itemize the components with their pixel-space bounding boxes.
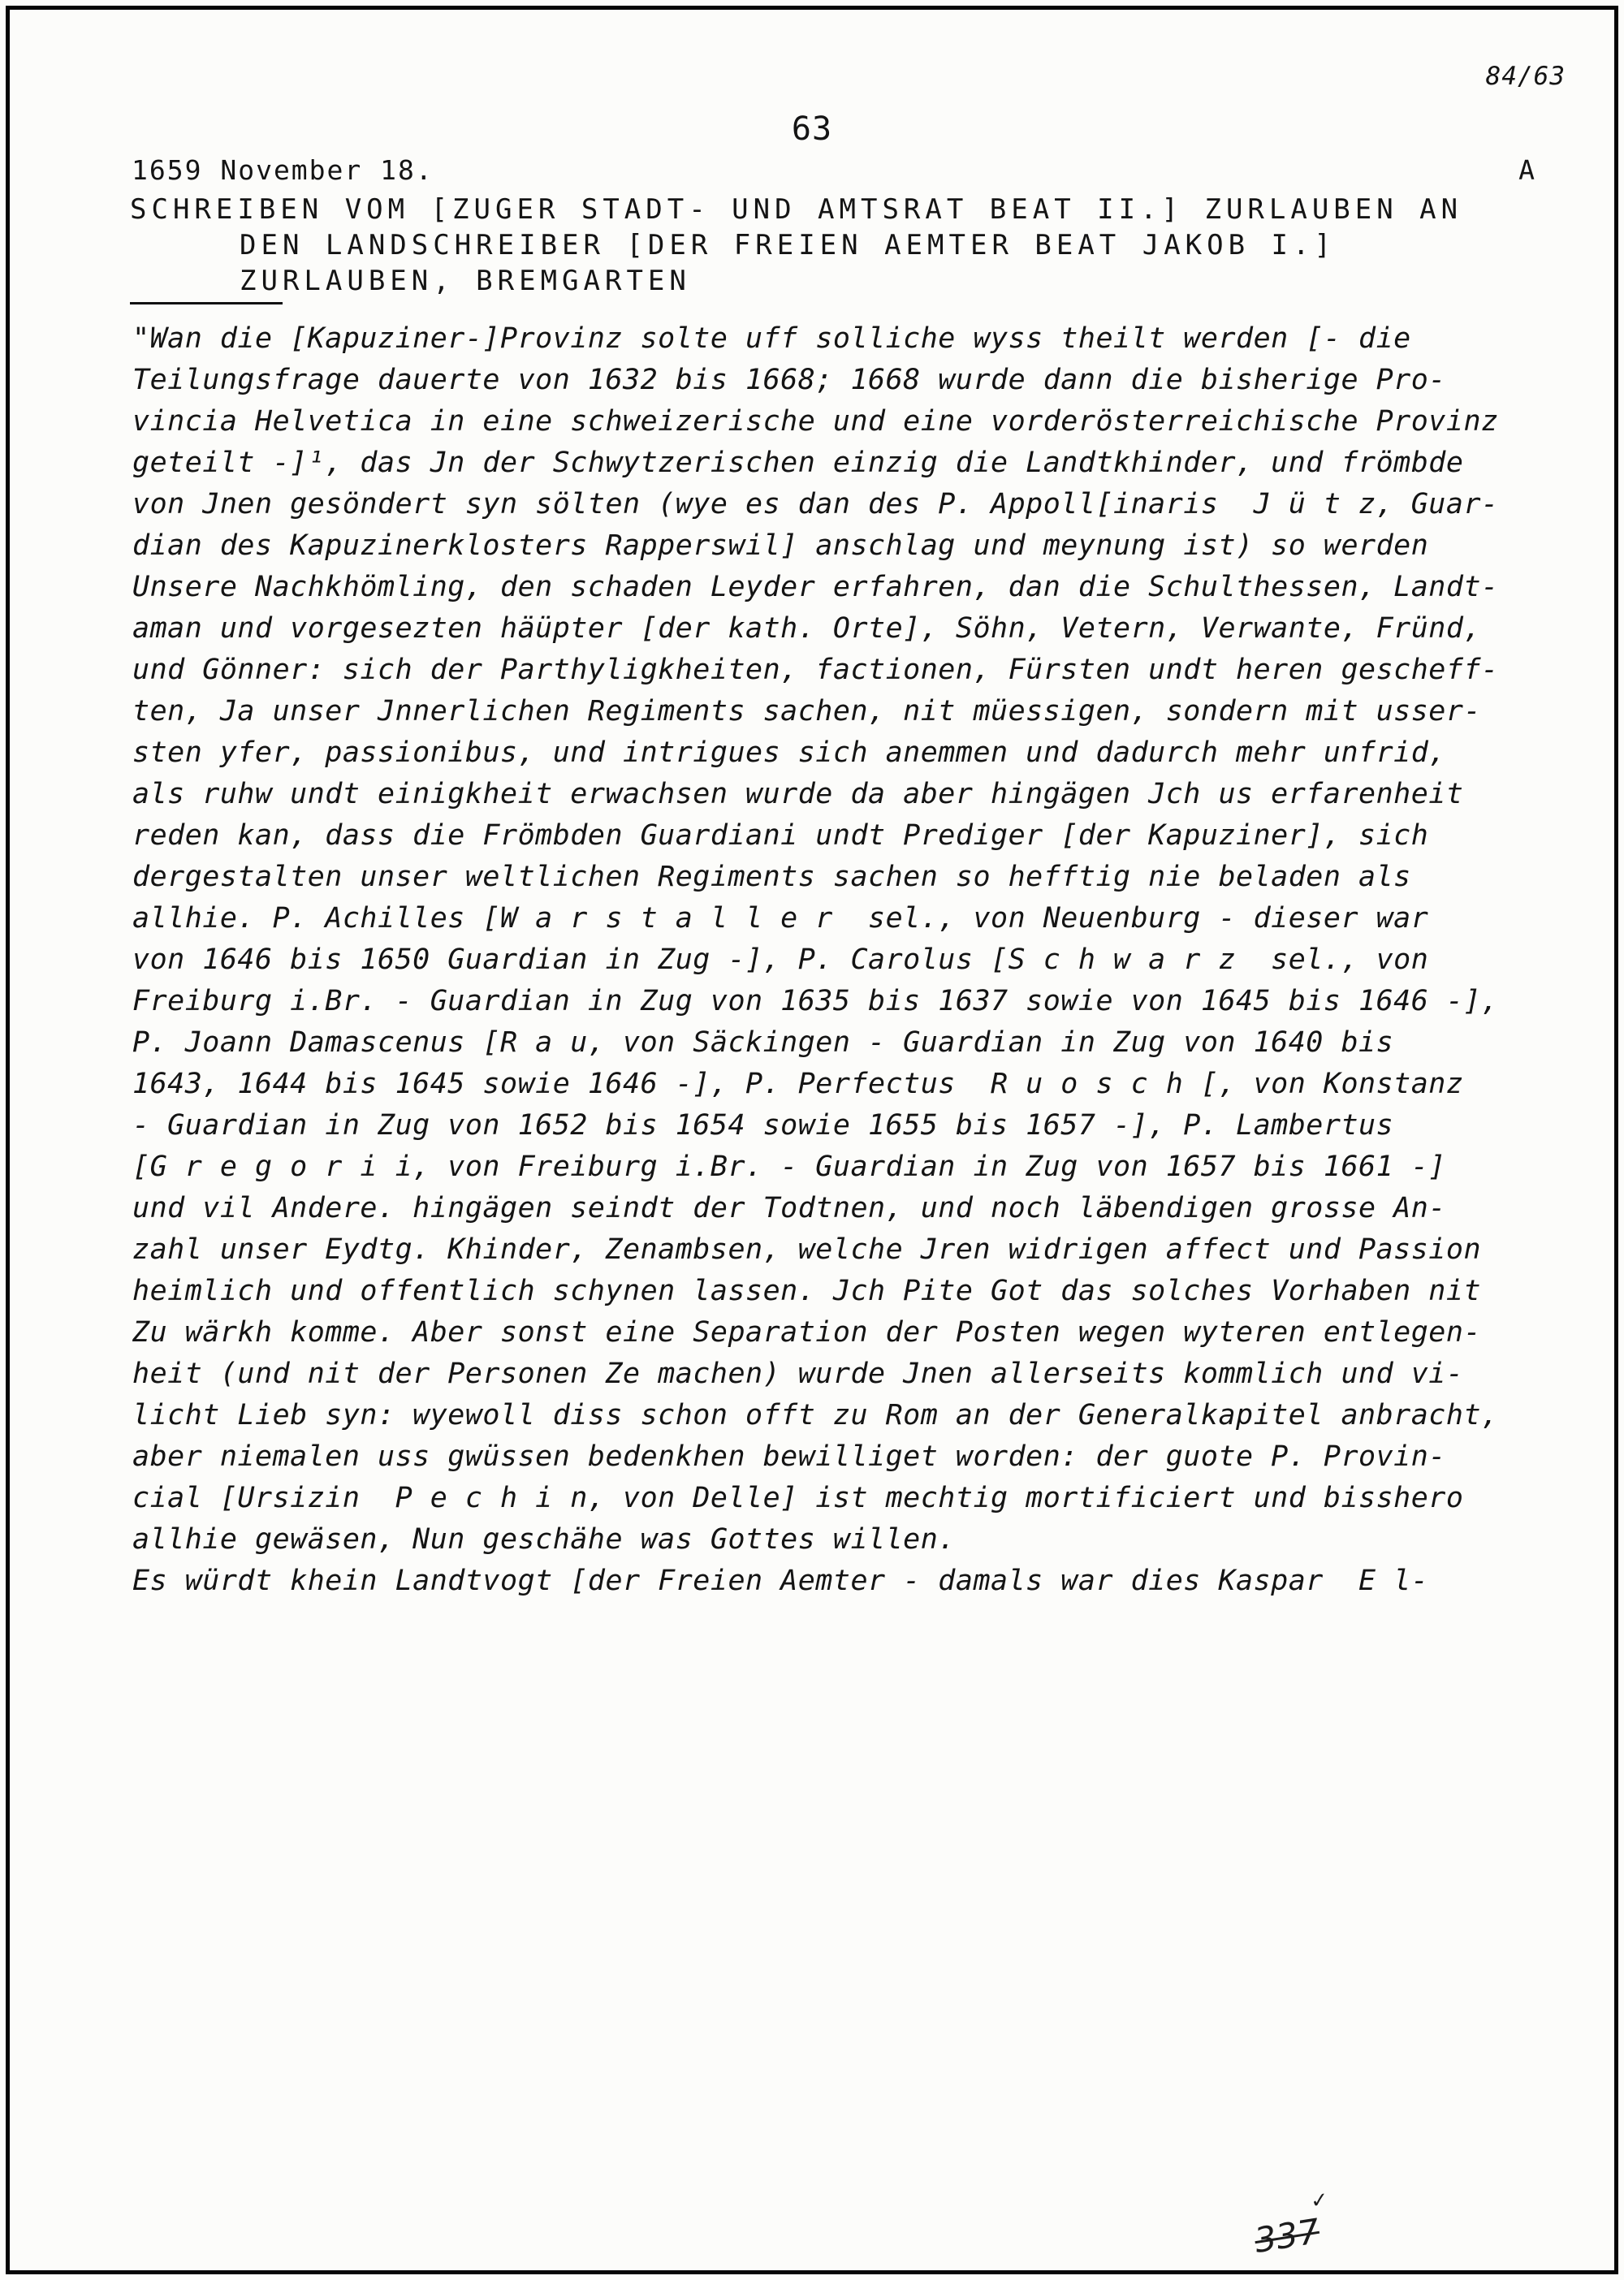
document-body	[132, 318, 1575, 1602]
page-number: 63	[791, 110, 833, 148]
document-body-line: aman und vorgesezten häüpter [der kath. Orte], Söhn, Vetern, Verwante, Fründ,	[132, 612, 1482, 645]
document-body-line: licht Lieb syn: wyewoll diss schon offt zu Rom an der Generalkapitel anbracht,	[132, 1399, 1499, 1431]
handwritten-annotation	[1234, 2187, 1340, 2261]
document-body-line: Zu wärkh komme. Aber sonst eine Separation der Posten wegen wyteren entlegen-	[132, 1316, 1482, 1349]
document-body-line: als ruhw undt einigkheit erwachsen wurde da aber hingägen Jch us erfarenheit	[132, 778, 1464, 810]
handwritten-number: 337	[1251, 2211, 1323, 2261]
archive-reference: 84/63	[1485, 62, 1566, 91]
date-row	[132, 154, 1536, 186]
document-body-line: dergestalten unser weltlichen Regiments sachen so hefftig nie beladen als	[132, 861, 1411, 893]
document-body-line: und vil Andere. hingägen seindt der Todtnen, und noch läbendigen grosse An-	[132, 1192, 1446, 1224]
document-body-line: [G r e g o r i i, von Freiburg i.Br. - Guardian in Zug von 1657 bis 1661 -]	[132, 1151, 1446, 1183]
document-body-line: allhie gewäsen, Nun geschähe was Gottes willen.	[132, 1523, 956, 1556]
document-body-line: und Gönner: sich der Parthyligkheiten, factionen, Fürsten undt heren gescheff-	[132, 654, 1499, 686]
document-body-line: 1643, 1644 bis 1645 sowie 1646 -], P. Perfectus R u o s c h [, von Konstanz	[132, 1068, 1464, 1100]
document-body-line: ten, Ja unser Jnnerlichen Regiments sachen, nit müessigen, sondern mit usser-	[132, 695, 1482, 728]
title-underline-rule	[130, 302, 283, 304]
document-body-line: vincia Helvetica in eine schweizerische und eine vorderösterreichische Provinz	[132, 405, 1499, 438]
document-body-line: zahl unser Eydtg. Khinder, Zenambsen, welche Jren widrigen affect und Passion	[132, 1233, 1482, 1266]
handwritten-checkmark: ✓	[1309, 2187, 1330, 2214]
document-body-line: von 1646 bis 1650 Guardian in Zug -], P. Carolus [S c h w a r z sel., von	[132, 944, 1429, 976]
document-date: 1659 November 18.	[132, 154, 434, 186]
document-body-line: - Guardian in Zug von 1652 bis 1654 sowie 1655 bis 1657 -], P. Lambertus	[132, 1109, 1394, 1142]
document-title-line: DEN LANDSCHREIBER [DER FREIEN AEMTER BEAT JAKOB I.]	[240, 229, 1336, 261]
document-body-line: heimlich und offentlich schynen lassen. Jch Pite Got das solches Vorhaben nit	[132, 1275, 1482, 1307]
document-body-line: cial [Ursizin P e c h i n, von Delle] ist mechtig mortificiert und bisshero	[132, 1482, 1464, 1514]
document-body-line: reden kan, dass die Frömbden Guardiani undt Prediger [der Kapuziner], sich	[132, 819, 1429, 852]
document-body-line: von Jnen gesöndert syn sölten (wye es dan des P. Appoll[inaris J ü t z, Guar-	[132, 488, 1499, 520]
document-body-line: Teilungsfrage dauerte von 1632 bis 1668; 1668 wurde dann die bisherige Pro-	[132, 364, 1446, 396]
document-body-line: "Wan die [Kapuziner-]Provinz solte uff solliche wyss theilt werden [- die	[132, 322, 1411, 355]
document-title-line: ZURLAUBEN, BREMGARTEN	[240, 265, 691, 297]
document-body-line: dian des Kapuzinerklosters Rapperswil] anschlag und meynung ist) so werden	[132, 529, 1429, 562]
document-title-line: SCHREIBEN VOM [ZUGER STADT- UND AMTSRAT BEAT II.] ZURLAUBEN AN	[130, 193, 1463, 226]
document-body-line: Unsere Nachkhömling, den schaden Leyder erfahren, dan die Schulthessen, Landt-	[132, 571, 1499, 603]
document-body-line: sten yfer, passionibus, und intrigues sich anemmen und dadurch mehr unfrid,	[132, 736, 1446, 769]
document-body-line: heit (und nit der Personen Ze machen) wurde Jnen allerseits kommlich und vi-	[132, 1358, 1464, 1390]
document-body-line: aber niemalen uss gwüssen bedenkhen bewilliget worden: der guote P. Provin-	[132, 1440, 1446, 1473]
document-body-line: Freiburg i.Br. - Guardian in Zug von 1635 bis 1637 sowie von 1645 bis 1646 -],	[132, 985, 1499, 1017]
document-title	[130, 192, 1559, 299]
document-body-line: allhie. P. Achilles [W a r s t a l l e r sel., von Neuenburg - dieser war	[132, 902, 1429, 935]
document-body-line: Es würdt khein Landtvogt [der Freien Aemter - damals war dies Kaspar E l-	[132, 1565, 1429, 1597]
document-body-line: P. Joann Damascenus [R a u, von Säckingen - Guardian in Zug von 1640 bis	[132, 1026, 1394, 1059]
side-letter: A	[1518, 154, 1536, 186]
document-body-line: geteilt -]¹, das Jn der Schwytzerischen einzig die Landtkhinder, und frömbde	[132, 447, 1464, 479]
